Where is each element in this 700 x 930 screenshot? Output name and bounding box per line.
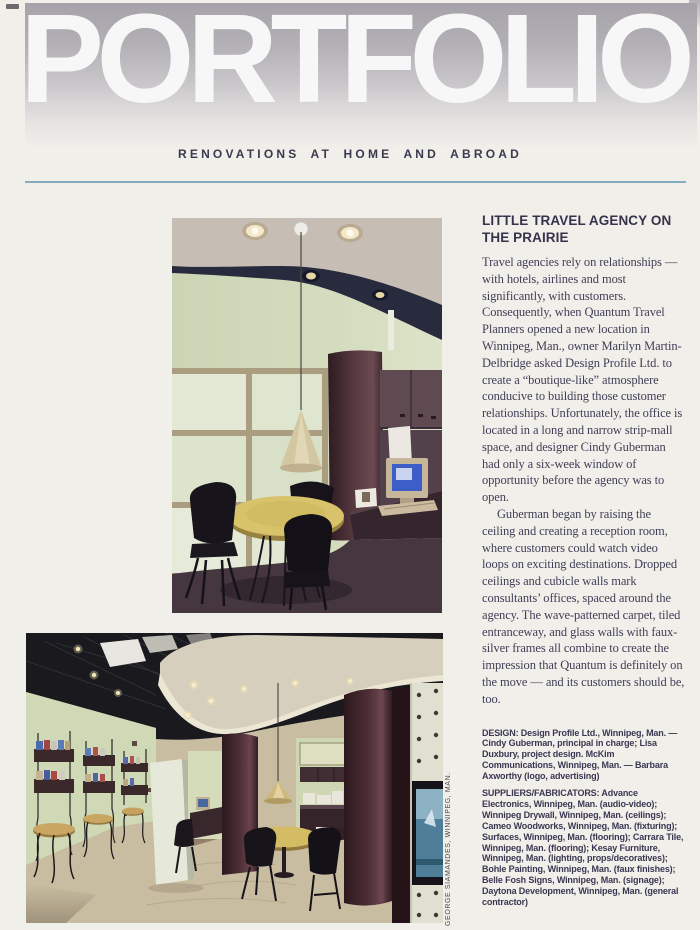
design-credit-label: DESIGN: bbox=[482, 727, 519, 738]
photo-credit: GEORGE SIAMANDES, WINNIPEG, MAN. bbox=[445, 772, 452, 926]
credits bbox=[482, 728, 686, 909]
article-headline bbox=[482, 212, 686, 246]
tv-screen bbox=[412, 781, 443, 885]
masthead-title: PORTFOLIO bbox=[20, 0, 688, 129]
design-credit bbox=[482, 728, 686, 783]
suppliers-credit-label: SUPPLIERS/FABRICATORS: bbox=[482, 788, 600, 799]
paragraph-2: Guberman began by raising the ceiling and creating a reception room, where customers could watch video loops on exciting destinations. Dropped ceilings and cubicle walls mark consultants’ offices, spaced around the agency. The wave-patterned carpet, tiled entranceway, and glass walls with faux-silver frames all combine to create the impression that Quantum is definitely on the move — and its customers should be, too. bbox=[482, 506, 685, 706]
headline-line-1: LITTLE TRAVEL AGENCY ON bbox=[482, 213, 672, 228]
suppliers-credit bbox=[482, 788, 686, 908]
tower-highlight bbox=[378, 691, 384, 903]
photo-reception-room-art bbox=[172, 218, 442, 613]
masthead-subtitle: RENOVATIONS AT HOME AND ABROAD bbox=[178, 147, 522, 161]
article bbox=[482, 212, 686, 908]
headline-line-2: THE PRAIRIE bbox=[482, 230, 569, 245]
article-body bbox=[482, 254, 686, 708]
scan-mark-top-left bbox=[6, 4, 19, 9]
divider-rule bbox=[25, 181, 686, 183]
photo-reception-room bbox=[172, 218, 442, 613]
partition-tower bbox=[344, 689, 392, 906]
suppliers-credit-text: Advance Electronics, Winnipeg, Man. (audio-video); Winnipeg Drywall, Winnipeg, Man. (ceilings); Cameo Woodworks, Winnipeg, Man. (fixturing); Surfaces, Winnipeg, Man. (flooring); Carrara Tile, Winnipeg, Man. (flooring); Kesay Furniture, Winnipeg, Man. (lighting, props/decoratives); Bohle Painting, Winnipeg, Man. (faux finishes); Belle Fosh Signs, Winnipeg, Man. (signage); Daytona Development, Winnipeg, Man. (general contractor) bbox=[482, 788, 684, 908]
back-alcove bbox=[296, 738, 346, 838]
paragraph-1: Travel agencies rely on relationships — with hotels, airlines and most significantly, with customers. Consequently, when Quantum Travel Planners opened a new location in Winnipeg, Man., owner Marilyn Martin-Delbridge asked Design Profile Ltd. to create a “boutique-like” atmosphere conducive to building those customer relationships. Unfortunately, the office is located in a long and narrow strip-mall space, and designer Cindy Guberman had only a six-week window of opportunity before the agency was to open. bbox=[482, 255, 683, 505]
design-credit-text: Design Profile Ltd., Winnipeg, Man. — Cindy Guberman, principal in charge; Lisa Duxbury, project design. McKim Communications, Winnipeg, Man. — Barbara Axworthy (logo, advertising) bbox=[482, 727, 678, 782]
tower-gap bbox=[392, 688, 410, 923]
desk-photo-frame bbox=[355, 488, 377, 508]
photo-agency-overview bbox=[26, 633, 443, 923]
wall-pipe bbox=[388, 310, 394, 350]
photo-agency-overview-art bbox=[26, 633, 443, 923]
